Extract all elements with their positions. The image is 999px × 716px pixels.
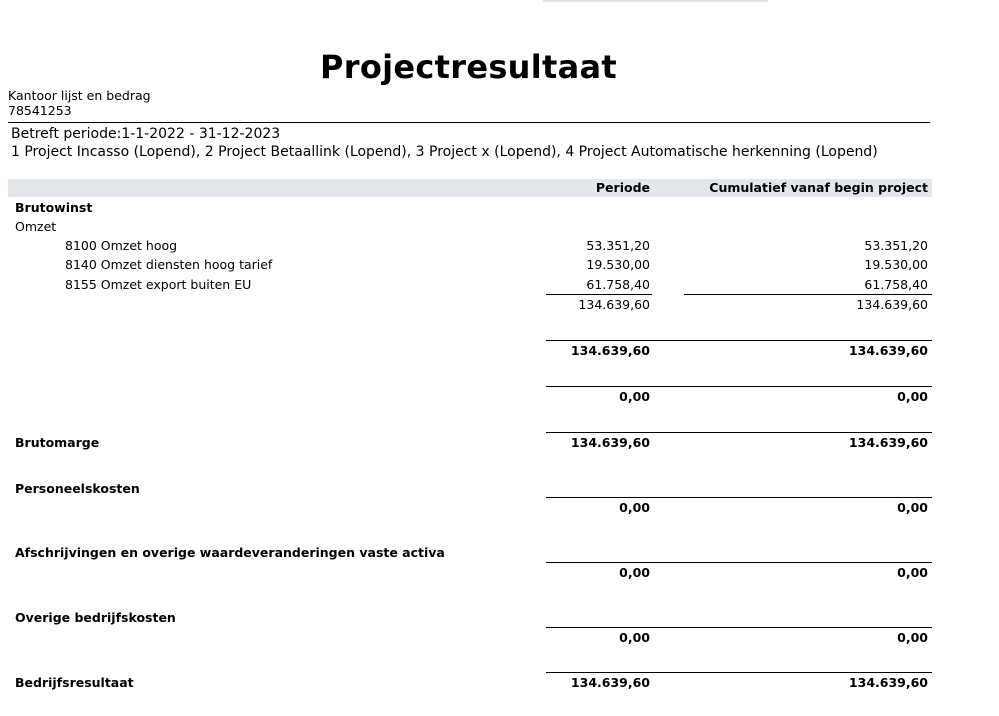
group-omzet: Omzet [15, 219, 57, 234]
account-row [0, 238, 999, 254]
header-divider [8, 122, 930, 123]
omzet-subtotal-row: 134.639,60 134.639,60 [578, 297, 928, 312]
total-line [546, 627, 932, 628]
report-title: Projectresultaat [319, 48, 618, 86]
brutomarge-row: Brutomarge 134.639,60 134.639,60 [15, 435, 928, 450]
bedrijfsresultaat-row: Bedrijfsresultaat 134.639,60 134.639,60 [15, 675, 928, 690]
project-list: 1 Project Incasso (Lopend), 2 Project Betaallink (Lopend), 3 Project x (Lopend), 4 Project Automatische herkenning (Lopend) [11, 144, 878, 160]
overige-total-row: 0,00 0,00 [619, 630, 928, 645]
account-period-value: 53.351,20 [586, 238, 650, 253]
account-period-value: 61.758,40 [586, 277, 650, 292]
account-period-value: 19.530,00 [586, 257, 650, 272]
section-personeelskosten: Personeelskosten [15, 481, 140, 496]
account-cumulative-value: 61.758,40 [864, 277, 928, 292]
personeelskosten-total-row: 0,00 0,00 [619, 500, 928, 515]
period-range: Betreft periode:1-1-2022 - 31-12-2023 [11, 126, 281, 142]
top-scroll-strip [543, 0, 768, 2]
afschrijvingen-total-row: 0,00 0,00 [619, 565, 928, 580]
period-info [11, 125, 911, 161]
section-brutowinst: Brutowinst [15, 200, 93, 215]
account-label: 8155 Omzet export buiten EU [65, 277, 252, 292]
omzet-total-row: 134.639,60 134.639,60 [570, 343, 928, 358]
total-line [546, 340, 932, 341]
total-line [546, 672, 932, 673]
office-info [8, 88, 151, 118]
account-row [0, 257, 999, 273]
office-name: Kantoor lijst en bedrag [8, 88, 151, 103]
total-line [546, 497, 932, 498]
column-header-cumulative: Cumulatief vanaf begin project [709, 180, 928, 195]
subtotal-line-cumulative [684, 294, 932, 295]
account-row [0, 277, 999, 293]
office-number: 78541253 [8, 103, 72, 118]
account-label: 8140 Omzet diensten hoog tarief [65, 257, 273, 272]
total-line [546, 386, 932, 387]
section-afschrijvingen: Afschrijvingen en overige waardeveranderingen vaste activa [15, 545, 445, 560]
section-overige-bedrijfskosten: Overige bedrijfskosten [15, 610, 176, 625]
total-line [546, 562, 932, 563]
cost-total-row: 0,00 0,00 [619, 389, 928, 404]
account-cumulative-value: 53.351,20 [864, 238, 928, 253]
account-label: 8100 Omzet hoog [65, 238, 178, 253]
subtotal-line-period [546, 294, 652, 295]
account-cumulative-value: 19.530,00 [864, 257, 928, 272]
total-line [546, 432, 932, 433]
column-header-period: Periode [595, 180, 650, 195]
